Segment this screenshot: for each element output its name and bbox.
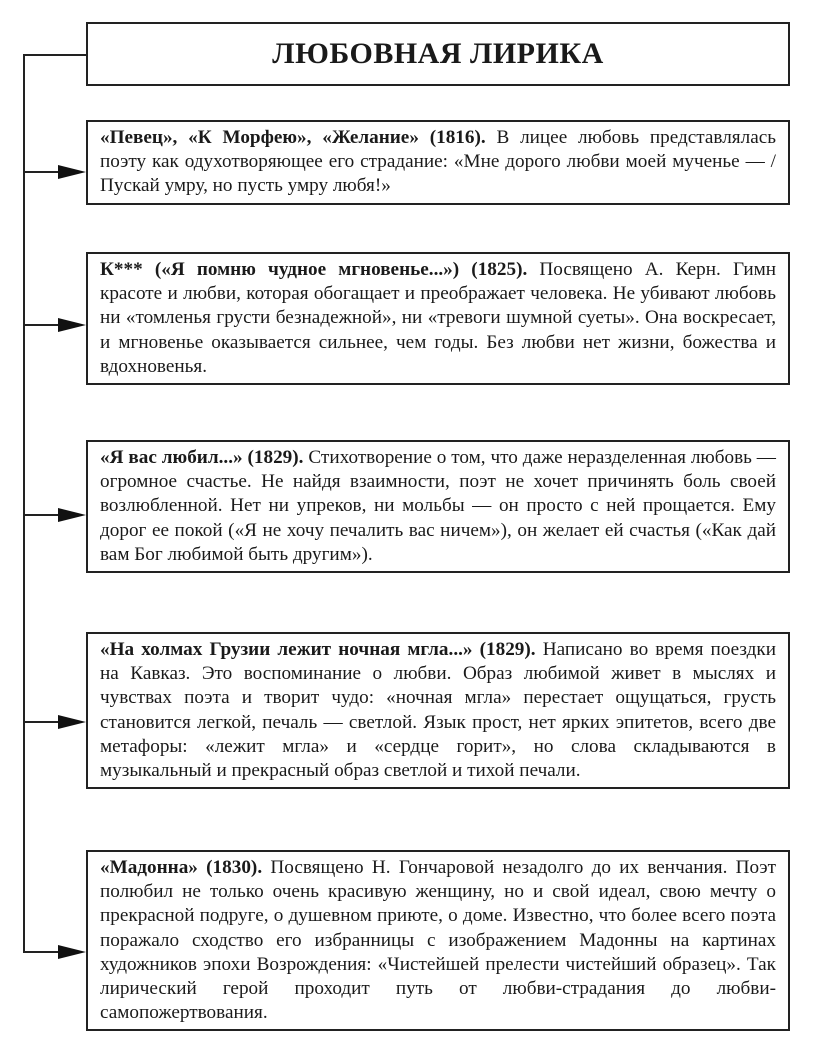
connector-title (23, 54, 86, 56)
connector-trunk (23, 55, 25, 953)
entry-heading: «Я вас любил...» (1829). (100, 447, 304, 468)
entry-box-1825 (86, 252, 790, 385)
connector-line (23, 721, 63, 723)
entry-text: Посвящено Н. Гончаровой незадолго до их венчания. Поэт полюбил не только очень красивую женщину, но и свой идеал, свою мечту о прекрасной подруге, о душевном приюте, о доме. Известно, что более всего поэта поражало сходство его избранницы с изображением Мадонны на картинах художников эпохи Возрождения: «Чистейшей прелести чистейший образец». Так лирический герой проходит путь от любви-страдания до любви-самопожертвования. (100, 857, 776, 1024)
entry-box-1829-na-holmah (86, 632, 790, 789)
connector-line (23, 951, 63, 953)
entry-heading: «На холмах Грузии лежит ночная мгла...» (1829). (100, 639, 536, 660)
connector-line (23, 324, 63, 326)
entry-box-1830 (86, 850, 790, 1031)
connector-line (23, 171, 63, 173)
entry-text: Написано во время поездки на Кавказ. Это воспоминание о любви. Образ любимой живет в мыслях и чувствах поэта и творит чудо: «ночная мгла» перестает ощущаться, грусть становится легкой, печаль — светлой. Язык прост, нет ярких эпитетов, всего две метафоры: «лежит мгла» и «сердце горит», но слова складываются в музыкальный и прекрасный образ светлой и тихой печали. (100, 639, 776, 782)
arrow-icon (58, 945, 86, 959)
diagram-title: ЛЮБОВНАЯ ЛИРИКА (86, 22, 790, 86)
entry-heading: «Певец», «К Морфею», «Желание» (1816). (100, 127, 486, 148)
entry-text: Посвящено А. Керн. Гимн красоте и любви, которая обогащает и преображает человека. Не убивают любовь ни «томленья грусти безнадежной», ни «тревоги шумной суеты». Она воскресает, и мгновенье оказывается сильнее, чем годы. Без любви нет жизни, божества и вдохновенья. (100, 259, 776, 377)
arrow-icon (58, 715, 86, 729)
entry-heading: К*** («Я помню чудное мгновенье...») (1825). (100, 259, 528, 280)
entry-box-1816 (86, 120, 790, 205)
arrow-icon (58, 318, 86, 332)
entry-text: Стихотворение о том, что даже неразделенная любовь — огромное счастье. Не найдя взаимности, поэт не хочет причинять боль своей возлюбленной. Нет ни упреков, ни мольбы — он просто с ней прощается. Ему дорог ее покой («Я не хочу печалить вас ничем»), он желает ей счастья («Как дай вам Бог любимой быть другим»). (100, 447, 776, 565)
entry-heading: «Мадонна» (1830). (100, 857, 263, 878)
arrow-icon (58, 508, 86, 522)
connector-line (23, 514, 63, 516)
entry-text: В лицее любовь представлялась поэту как одухотворяющее его страдание: «Мне дорого любви моей мученье — / Пускай умру, но пусть умру любя!» (100, 127, 776, 197)
arrow-icon (58, 165, 86, 179)
entry-box-1829-ya-vas-lyubil (86, 440, 790, 573)
